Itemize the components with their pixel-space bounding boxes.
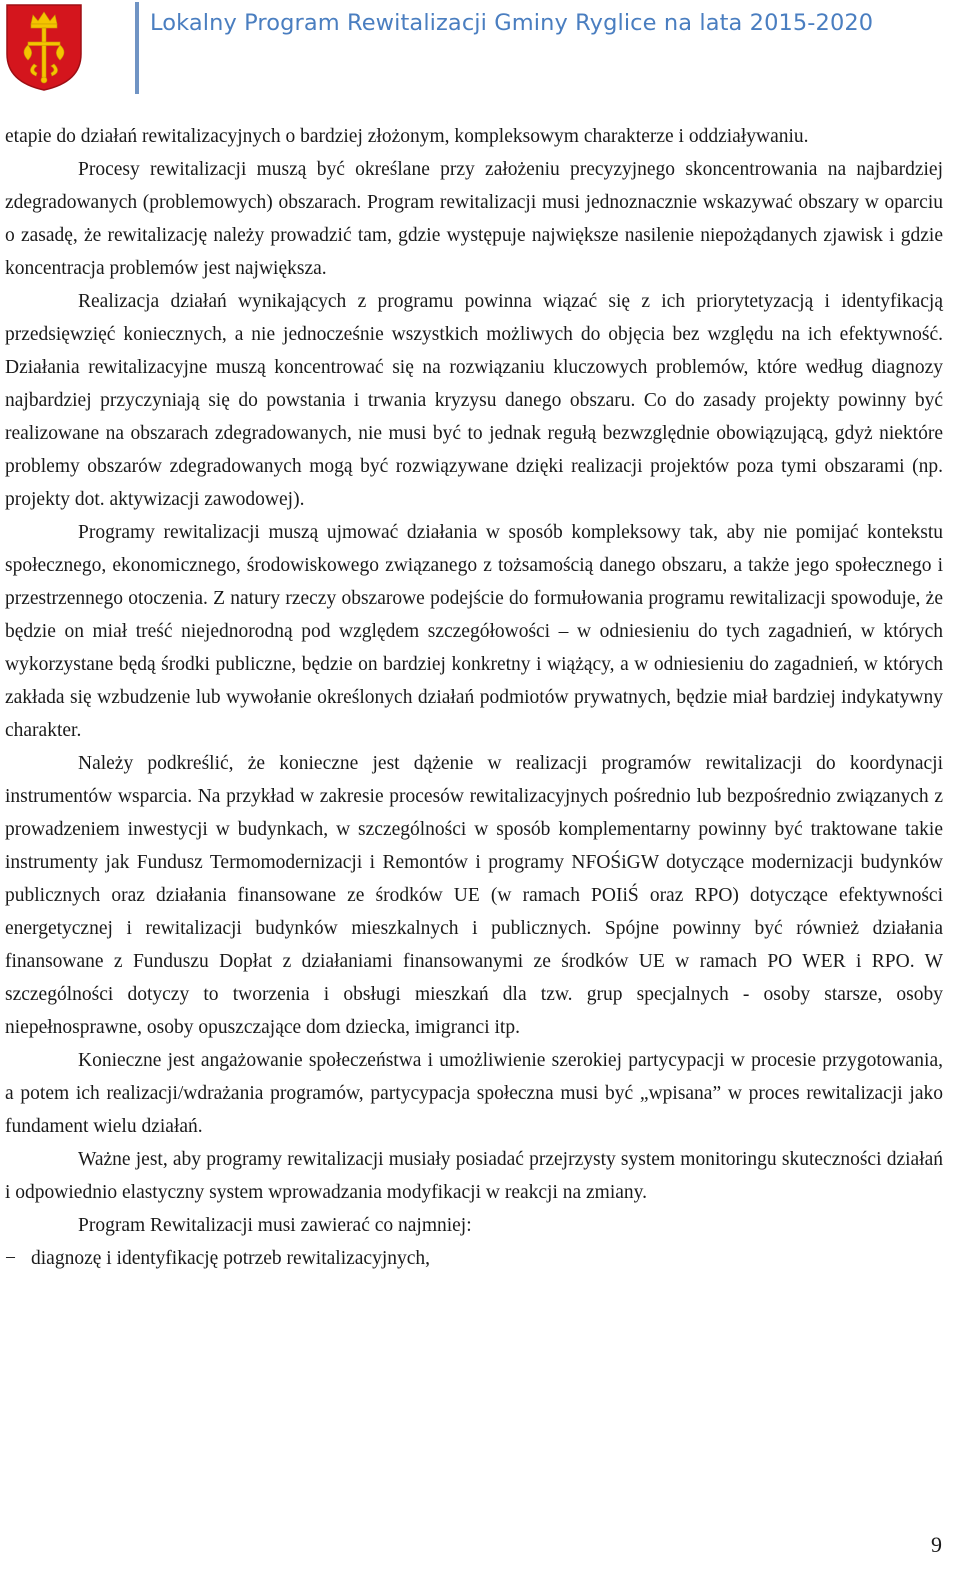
dash-bullet-icon: −: [5, 1248, 16, 1269]
paragraph: Programy rewitalizacji muszą ujmować działania w sposób kompleksowy tak, aby nie pomijać kontekstu społecznego, ekonomicznego, środowiskowego związanego z tożsamością danego obszaru, a także jego społecznego i przestrzennego otoczenia. Z natury rzeczy obszarowe podejście do formułowania programu rewitalizacji spowoduje, że będzie on miał treść niejednorodną pod względem szczegółowości – w odniesieniu do tych zagadnień, w których wykorzystane będą środki publiczne, będzie on bardziej konkretny i wiążący, a w odniesieniu do zagadnień, w których zakłada się wzbudzenie lub wywołanie określonych działań podmiotów prywatnych, będzie miał bardziej indykatywny charakter.: [5, 522, 943, 741]
list-item: [5, 1242, 943, 1275]
page-body: [5, 120, 943, 1275]
document-title: Lokalny Program Rewitalizacji Gminy Ryglice na lata 2015-2020: [150, 10, 874, 36]
page-number: 9: [931, 1532, 942, 1557]
page-header: [0, 0, 960, 100]
paragraph: Realizacja działań wynikających z programu powinna wiązać się z ich priorytetyzacją i identyfikacją przedsięwzięć koniecznych, a nie jednocześnie wszystkich możliwych do objęcia bez względu na ich efektywność. Działania rewitalizacyjne muszą koncentrować się na rozwiązaniu kluczowych problemów, które według diagnozy najbardziej przyczyniają się do powstania i trwania kryzysu danego obszaru. Co do zasady projekty powinny być realizowane na obszarach zdegradowanych, nie musi być to jednak regułą bezwzględnie obowiązującą, gdyż niektóre problemy obszarów zdegradowanych mogą być rozwiązywane dzięki realizacji projektów poza tymi obszarami (np. projekty dot. aktywizacji zawodowej).: [5, 291, 943, 510]
paragraph: Program Rewitalizacji musi zawierać co najmniej:: [78, 1215, 472, 1236]
paragraph: Należy podkreślić, że konieczne jest dążenie w realizacji programów rewitalizacji do koordynacji instrumentów wsparcia. Na przykład w zakresie procesów rewitalizacyjnych pośrednio lub bezpośrednio związanych z prowadzeniem inwestycji w budynkach, w szczególności w sposób komplementarny powinny być traktowane takie instrumenty jak Fundusz Termomodernizacji i Remontów i programy NFOŚiGW dotyczące modernizacji budynków publicznych oraz działania finansowane ze środków UE (w ramach POIiŚ oraz RPO) dotyczące efektywności energetycznej i rewitalizacji budynków mieszkalnych i publicznych. Spójne powinny być również działania finansowane z Funduszu Dopłat z działaniami finansowanymi ze środków UE w ramach PO WER i RPO. W szczególności dotyczy to tworzenia i obsługi mieszkań dla tzw. grup specjalnych - osoby starsze, osoby niepełnosprawne, osoby opuszczające dom dziecka, imigranci itp.: [5, 753, 943, 1038]
municipal-coat-of-arms-icon: [4, 2, 84, 92]
list-item-text: diagnozę i identyfikację potrzeb rewitalizacyjnych,: [31, 1248, 431, 1269]
paragraph: Procesy rewitalizacji muszą być określane przy założeniu precyzyjnego skoncentrowania na najbardziej zdegradowanych (problemowych) obszarach. Program rewitalizacji musi jednoznacznie wskazywać obszary w oparciu o zasadę, że rewitalizację należy prowadzić tam, gdzie występuje największe nasilenie niepożądanych zjawisk i gdzie koncentracja problemów jest największa.: [5, 159, 943, 279]
paragraph: Ważne jest, aby programy rewitalizacji musiały posiadać przejrzysty system monitoringu skuteczności działań i odpowiednio elastyczny system wprowadzania modyfikacji w reakcji na zmiany.: [5, 1149, 943, 1203]
header-divider: [135, 2, 139, 94]
paragraph: Konieczne jest angażowanie społeczeństwa i umożliwienie szerokiej partycypacji w procesie przygotowania, a potem ich realizacji/wdrażania programów, partycypacja społeczna musi być „wpisana” w proces rewitalizacji jako fundament wielu działań.: [5, 1050, 943, 1137]
paragraph: etapie do działań rewitalizacyjnych o bardziej złożonym, kompleksowym charakterze i oddziaływaniu.: [5, 126, 809, 147]
